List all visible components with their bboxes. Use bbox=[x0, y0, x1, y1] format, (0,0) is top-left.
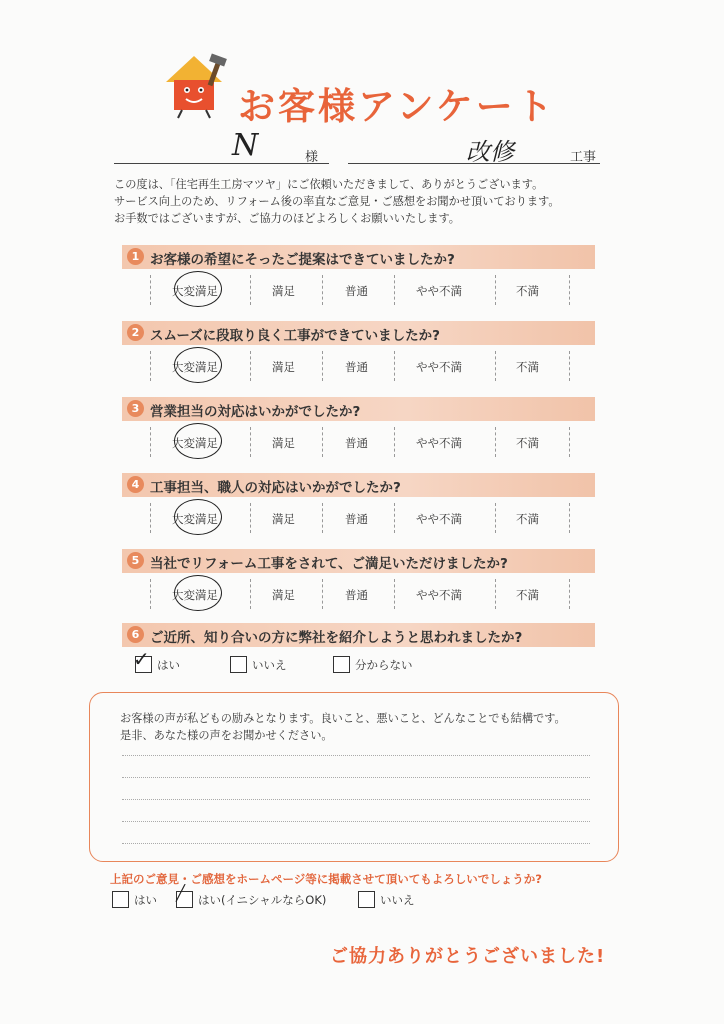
thank-you-message: ご協力ありがとうございました! bbox=[330, 946, 606, 967]
rating-option[interactable]: 不満 bbox=[516, 360, 539, 374]
option-separator bbox=[495, 351, 496, 381]
comment-line bbox=[122, 821, 590, 822]
option-separator bbox=[250, 351, 251, 381]
rating-option[interactable]: やや不満 bbox=[416, 436, 462, 450]
comment-line bbox=[122, 777, 590, 778]
option-separator bbox=[150, 427, 151, 457]
rating-option[interactable]: 満足 bbox=[272, 436, 295, 450]
comment-line bbox=[122, 755, 590, 756]
publish-label-yes: はい bbox=[134, 893, 157, 907]
question-2-bar bbox=[122, 321, 595, 345]
customer-name-handwritten: N bbox=[232, 128, 259, 163]
option-separator bbox=[322, 275, 323, 305]
selected-circle-mark bbox=[174, 499, 222, 535]
rating-option[interactable]: 大変満足 bbox=[172, 360, 218, 374]
intro-line: サービス向上のため、リフォーム後の率直なご意見・ご感想をお聞かせ頂いております。 bbox=[114, 195, 560, 208]
option-separator bbox=[150, 503, 151, 533]
selected-circle-mark bbox=[174, 347, 222, 383]
rating-option[interactable]: 不満 bbox=[516, 588, 539, 602]
question-text: 当社でリフォーム工事をされて、ご満足いただけましたか? bbox=[150, 556, 508, 572]
option-separator bbox=[250, 503, 251, 533]
option-separator bbox=[150, 275, 151, 305]
question-text: 工事担当、職人の対応はいかがでしたか? bbox=[150, 480, 401, 496]
question-1-bar bbox=[122, 245, 595, 269]
question-number: 6 bbox=[127, 626, 144, 643]
rating-option[interactable]: 大変満足 bbox=[172, 284, 218, 298]
comment-prompt-line: お客様の声が私どもの励みとなります。良いこと、悪いこと、どんなことでも結構です。 bbox=[120, 712, 566, 725]
question-text: お客様の希望にそったご提案はできていましたか? bbox=[150, 252, 455, 268]
intro-line: この度は、「住宅再生工房マツヤ」にご依頼いただきまして、ありがとうございます。 bbox=[114, 178, 544, 191]
comment-prompt bbox=[120, 710, 566, 744]
option-separator bbox=[569, 275, 570, 305]
question-text: スムーズに段取り良く工事ができていましたか? bbox=[150, 328, 440, 344]
option-separator bbox=[150, 351, 151, 381]
question-4-bar bbox=[122, 473, 595, 497]
intro-text bbox=[114, 176, 560, 227]
rating-option[interactable]: 不満 bbox=[516, 436, 539, 450]
question-6-bar bbox=[122, 623, 595, 647]
intro-line: お手数ではございますが、ご協力のほどよろしくお願いいたします。 bbox=[114, 212, 460, 225]
question-number: 3 bbox=[127, 400, 144, 417]
q6-checkbox-unsure[interactable] bbox=[333, 656, 350, 673]
publish-label-initials: はい(イニシャルならOK) bbox=[198, 893, 327, 907]
q6-label-no: いいえ bbox=[252, 658, 287, 672]
option-separator bbox=[569, 427, 570, 457]
q6-checkbox-no[interactable] bbox=[230, 656, 247, 673]
question-number: 5 bbox=[127, 552, 144, 569]
q6-label-unsure: 分からない bbox=[355, 658, 413, 672]
selected-circle-mark bbox=[174, 575, 222, 611]
option-separator bbox=[394, 579, 395, 609]
option-separator bbox=[322, 579, 323, 609]
publish-consent-question: 上記のご意見・ご感想をホームページ等に掲載させて頂いてもよろしいでしょうか? bbox=[110, 872, 542, 886]
question-5-bar bbox=[122, 549, 595, 573]
rating-option[interactable]: 満足 bbox=[272, 284, 295, 298]
customer-suffix: 様 bbox=[305, 150, 319, 165]
option-separator bbox=[394, 275, 395, 305]
work-type-handwritten: 改修 bbox=[466, 138, 514, 166]
rating-option[interactable]: 満足 bbox=[272, 360, 295, 374]
rating-option[interactable]: やや不満 bbox=[416, 360, 462, 374]
selected-circle-mark bbox=[174, 423, 222, 459]
rating-option[interactable]: 普通 bbox=[345, 284, 368, 298]
rating-option[interactable]: 満足 bbox=[272, 588, 295, 602]
q6-label-yes: はい bbox=[157, 658, 180, 672]
rating-option[interactable]: 不満 bbox=[516, 512, 539, 526]
question-number: 4 bbox=[127, 476, 144, 493]
customer-name-line bbox=[114, 163, 329, 164]
option-separator bbox=[322, 427, 323, 457]
question-number: 1 bbox=[127, 248, 144, 265]
option-separator bbox=[569, 351, 570, 381]
option-separator bbox=[150, 579, 151, 609]
work-suffix: 工事 bbox=[570, 150, 597, 165]
rating-option[interactable]: 大変満足 bbox=[172, 588, 218, 602]
rating-option[interactable]: 大変満足 bbox=[172, 512, 218, 526]
rating-option[interactable]: やや不満 bbox=[416, 512, 462, 526]
option-separator bbox=[322, 351, 323, 381]
page-title: お客様アンケート bbox=[238, 85, 556, 128]
rating-option[interactable]: 不満 bbox=[516, 284, 539, 298]
comment-line bbox=[122, 843, 590, 844]
publish-checkbox-no[interactable] bbox=[358, 891, 375, 908]
publish-checkbox-yes[interactable] bbox=[112, 891, 129, 908]
option-separator bbox=[495, 503, 496, 533]
work-type-line bbox=[348, 163, 600, 164]
comment-prompt-line: 是非、あなた様の声をお聞かせください。 bbox=[120, 729, 333, 742]
option-separator bbox=[495, 579, 496, 609]
publish-label-no: いいえ bbox=[380, 893, 415, 907]
check-mark-icon: ✓ bbox=[133, 647, 150, 671]
comment-line bbox=[122, 799, 590, 800]
option-separator bbox=[495, 427, 496, 457]
slash-mark-icon: ╱ bbox=[176, 884, 186, 902]
rating-option[interactable]: やや不満 bbox=[416, 284, 462, 298]
rating-option[interactable]: 普通 bbox=[345, 360, 368, 374]
option-separator bbox=[250, 427, 251, 457]
question-3-bar bbox=[122, 397, 595, 421]
selected-circle-mark bbox=[174, 271, 222, 307]
rating-option[interactable]: 普通 bbox=[345, 436, 368, 450]
rating-option[interactable]: やや不満 bbox=[416, 588, 462, 602]
question-number: 2 bbox=[127, 324, 144, 341]
option-separator bbox=[250, 275, 251, 305]
option-separator bbox=[569, 503, 570, 533]
option-separator bbox=[495, 275, 496, 305]
option-separator bbox=[250, 579, 251, 609]
option-separator bbox=[569, 579, 570, 609]
option-separator bbox=[322, 503, 323, 533]
rating-option[interactable]: 大変満足 bbox=[172, 436, 218, 450]
rating-option[interactable]: 普通 bbox=[345, 512, 368, 526]
rating-option[interactable]: 普通 bbox=[345, 588, 368, 602]
house-mascot-logo bbox=[160, 50, 238, 120]
option-separator bbox=[394, 351, 395, 381]
option-separator bbox=[394, 427, 395, 457]
question-text: ご近所、知り合いの方に弊社を紹介しようと思われましたか? bbox=[150, 630, 523, 646]
question-text: 営業担当の対応はいかがでしたか? bbox=[150, 404, 361, 420]
rating-option[interactable]: 満足 bbox=[272, 512, 295, 526]
option-separator bbox=[394, 503, 395, 533]
